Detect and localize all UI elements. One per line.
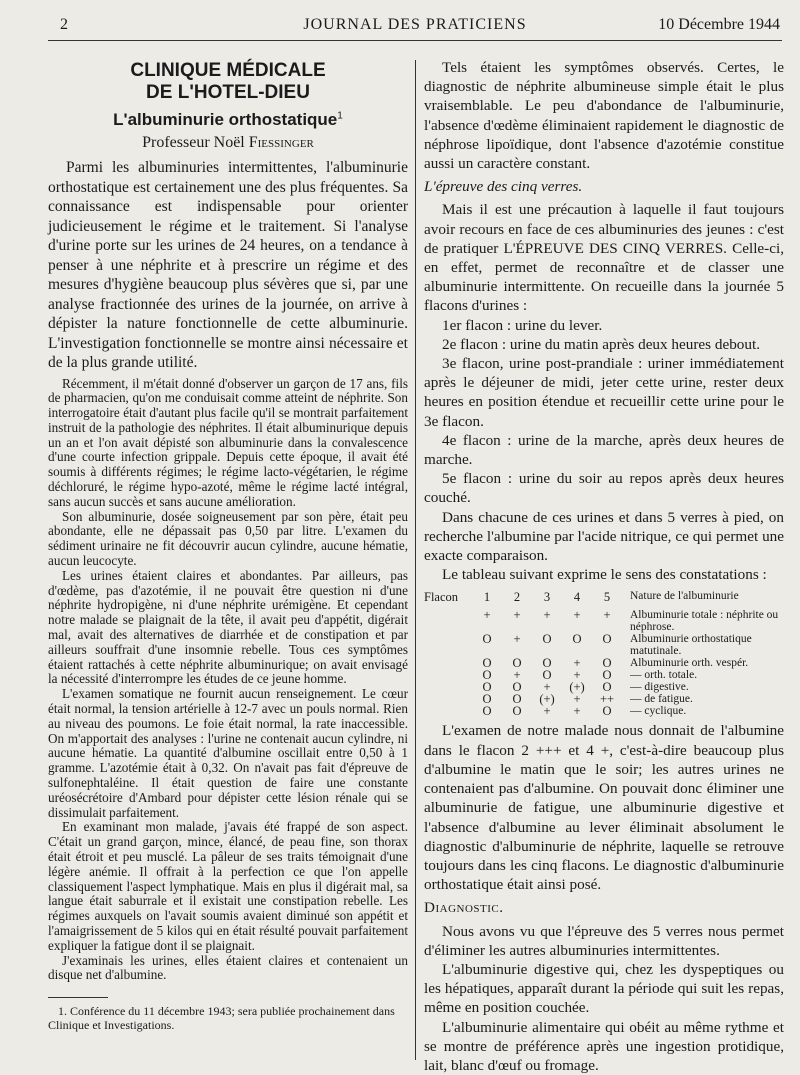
case-paragraph: Son albuminurie, dosée soigneusement par son père, était peu abondante, elle ne dépassait pas 0,50 par litre. L'examen du sédiment urinaire ne fit découvrir aucun cylindre, aucune hématie, aucun leucocyte. — [48, 508, 408, 569]
paragraph: Dans chacune de ces urines et dans 5 verres à pied, on recherche l'albumine par l'acide nitrique, ce qui permet une exacte comparaison. — [424, 508, 784, 565]
case-paragraph: L'examen somatique ne fournit aucun renseignement. Le cœur était normal, la tension artérielle à 12-7 avec un pouls normal. Rien au niveau des poumons. Le foie était normal, la rate inaccessible. On m'apportait des analyses : l'urine ne contenait aucun cylindre, ni aucune hématie. La quantité d'albumine oscillait entre 0,50 à 1 gramme. L'azotémie était à 0,32. On n'avait pas fait d'épreuve de sulfonephtaléine. Il était question de faire une constante uréosécrétoire d'Ambard pour dépister cette lésion rénale qui se dissimulait parfaitement. — [48, 686, 408, 820]
flacon-item: 2e flacon : urine du matin après deux heures debout. — [442, 335, 760, 353]
table-header: Flacon 1 2 3 4 5 Nature de l'albuminurie — [424, 590, 739, 605]
section-title: CLINIQUE MÉDICALE DE L'HOTEL-DIEU — [130, 60, 326, 103]
paragraph: Nous avons vu que l'épreuve des 5 verres nous permet d'éliminer les autres albuminuries intermittentes. — [424, 922, 784, 959]
flacon-item: 3e flacon, urine post-prandiale : uriner immédiatement après le déjeuner de midi, jeter cette urine, rester deux heures en position étendue et recueillir cette urine pour le 3e flacon. — [424, 355, 784, 430]
table-row: O O O + O Albuminurie orth. vespér. — [482, 656, 749, 671]
intro-paragraph: Parmi les albuminuries intermittentes, l'albuminurie orthostatique est certainement une des plus fréquentes. Sa connaissance est indispensable pour orienter judicieusement le régime et le traitement. Si l'analyse d'urine porte sur les urines de 24 heures, on a tendance à penser à une néphrite et à prescrire un régime et des mesures d'hygiène beaucoup plus sévères que si, par une analyse fractionnée des urines de la journée, on arrive à dépister la nature fonctionnelle de cette albuminurie. L'investigation fonctionnelle se montre ainsi nécessaire et de la plus grande utilité. — [48, 159, 408, 371]
right-column — [424, 58, 784, 1075]
left-column — [48, 58, 408, 1032]
paragraph: L'examen de notre malade nous donnait de l'albumine dans le flacon 2 +++ et 4 +, c'est-à-dire beaucoup plus d'albumine le matin que le soir; les autres urines ne contenaient pas d'albumine. On pouvait donc éliminer une albuminurie de fatigue, une albuminurie digestive et l'absence d'albumine au lever éliminait absolument le diagnostic d'albuminurie de néphrite, laquelle se retrouve toujours dans les cinq flacons. Le diagnostic d'albuminurie orthostatique était ainsi posé. — [424, 722, 784, 894]
subheading-diagnostic: Diagnostic. — [424, 899, 504, 917]
footnote: 1. Conférence du 11 décembre 1943; sera publiée prochainement dans Clinique et Investigations. — [48, 1004, 395, 1033]
page-number: 2 — [60, 16, 68, 33]
flacon-item: 5e flacon : urine du soir au repos après deux heures couché. — [424, 470, 784, 507]
table-row: + + + + + Albuminurie totale : néphrite ou néphrose. — [483, 608, 779, 634]
paragraph: Le tableau suivant exprime le sens des constatations : — [442, 566, 767, 584]
five-glasses-table — [424, 590, 784, 717]
article-title: L'albuminurie orthostatique$^1$ — [113, 110, 343, 129]
case-paragraph: En examinant mon malade, j'avais été frappé de son aspect. C'était un grand garçon, mince, élancé, de peau fine, son thorax était étroit et peu musclé. La pâleur de ses traits témoignait d'une légère anémie. Il offrait à la perfection ce que l'on appelle classiquement l'aspect lymphatique. Mais en plus il digérait mal, sa langue était saburrale et il existait une constipation rebelle. Les régimes auxquels on l'avait soumis avaient diminué son appétit et l'amaigrissement de 5 kilos qui en était résulté pouvait parfaitement expliquer la fatigue dont il se plaignait. — [48, 819, 408, 953]
issue-date: 10 Décembre 1944 — [658, 16, 780, 33]
footnote-rule — [48, 997, 108, 998]
paragraph: Mais il est une précaution à laquelle il faut toujours avoir recours en face de ces albuminuries des jeunes : c'est de pratiquer L'ÉPREUVE DES CINQ VERRES. Celle-ci, en effet, permet de reconnaître et de classer une albuminurie intermittente. On recueille dans la journée 5 flacons d'urines : — [424, 201, 784, 315]
table-row: O + O + O — orth. totale. — [482, 668, 698, 683]
table-row: O O (+) + ++ — de fatigue. — [482, 692, 693, 707]
subheading-cinq-verres: L'épreuve des cinq verres. — [424, 178, 583, 196]
paragraph: Tels étaient les symptômes observés. Certes, le diagnostic de néphrite albumineuse simple était le plus vraisemblable. Le peu d'abondance de l'albuminurie, l'absence d'œdème éliminaient rapidement le diagnostic de néphrose lipoïdique, dont l'absence d'azotémie constitue aussi un caractère constant. — [424, 59, 784, 173]
journal-title: JOURNAL DES PRATICIENS — [303, 16, 527, 33]
footnote-marker: 1 — [337, 110, 343, 122]
flacon-item: 1er flacon : urine du lever. — [442, 316, 603, 334]
case-paragraph: J'examinais les urines, elles étaient claires et contenaient un disque net d'albumine. — [48, 952, 408, 983]
column-divider — [415, 60, 416, 1060]
table-row: O + O O O Albuminurie orthostatique matutinale. — [482, 632, 752, 658]
paragraph: L'albuminurie digestive qui, chez les dyspeptiques ou les hépatiques, apparaît durant la période qui suit les repas, même en position couchée. — [424, 960, 784, 1017]
table-row: O O + (+) O — digestive. — [482, 680, 689, 695]
case-paragraph: Récemment, il m'était donné d'observer un garçon de 17 ans, fils de pharmacien, qu'on me conduisait comme atteint de néphrite. Son interrogatoire était d'autant plus facile qu'il se montrait parfaitement instruit de la pathologie des néphrites. Il était albuminurique depuis un an et l'on avait dépisté son albuminurie dans la convalescence d'une courte infection grippale. Depuis cette époque, il avait été soumis à différents régimes; le régime lacto-végétarien, le régime déchloruré, le régime hypo-azoté, même le régime lacté intégral, sans aucun succès et sans aucune amélioration. — [48, 375, 408, 509]
flacon-item: 4e flacon : urine de la marche, après deux heures de marche. — [424, 431, 784, 469]
case-paragraph: Les urines étaient claires et abondantes. Par ailleurs, pas d'œdème, pas d'azotémie, il ne pouvait être question ni d'une néphrite hydropigène, ni d'une néphrite urémigène. Et cependant notre malade se plaignait de la tête, il avait peu d'appétit, digérait mal, avait des alternatives de diarrhée et de constipation et par ailleurs souffrait d'une insomnie rebelle. Tous ces symptômes étaient rattachés à cette néphrite albuminurique; on avait envisagé la nécessité d'interrompre les études de ce jeune homme. — [48, 567, 408, 687]
author: Professeur Noël Fiessinger — [142, 134, 314, 151]
paragraph: L'albuminurie alimentaire qui obéit au même rythme et se montre de préférence après une ingestion protidique, lait, blanc d'œuf ou fromage. — [424, 1018, 784, 1074]
page-header — [48, 12, 782, 41]
table-row: O O + + O — cyclique. — [482, 704, 687, 719]
